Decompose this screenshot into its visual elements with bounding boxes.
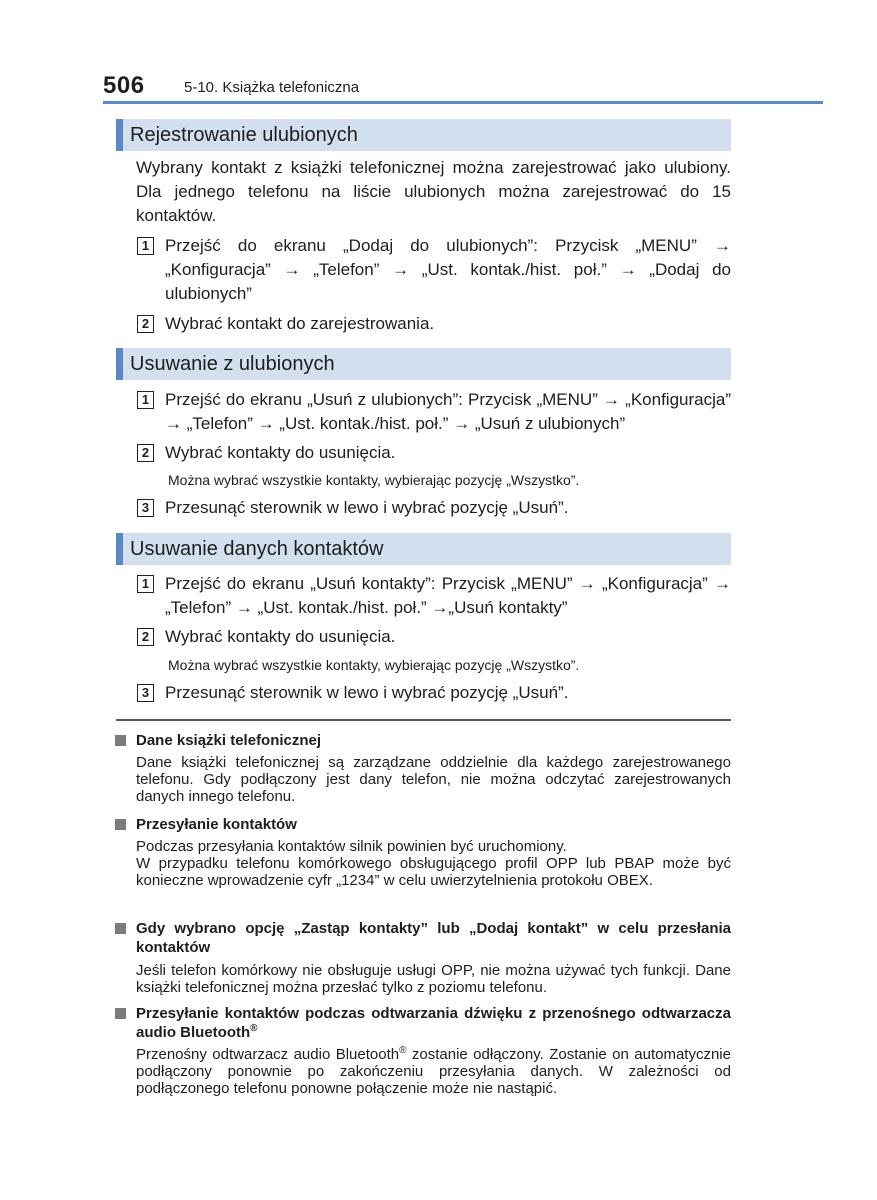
step-note: Można wybrać wszystkie kontakty, wybierając pozycję „Wszystko”.	[168, 657, 580, 673]
note-heading-text: Dane książki telefonicznej	[136, 732, 322, 749]
section-title-remove-favorites: Usuwanie z ulubionych	[116, 348, 731, 380]
step-number: 3	[137, 499, 154, 517]
step-number: 2	[137, 444, 154, 462]
note-body	[136, 1046, 731, 1097]
note-paragraph	[136, 1046, 731, 1097]
step-text: Przejść do ekranu „Usuń kontakty”: Przycisk „MENU” → „Konfiguracja” → „Telefon” → „Ust. kontak./hist. poł.” →„Usuń kontakty”	[165, 574, 731, 617]
step-number: 2	[137, 628, 154, 646]
note-paragraph: Podczas przesyłania kontaktów silnik powinien być uruchomiony.	[136, 838, 567, 855]
step-text: Przejść do ekranu „Dodaj do ulubionych”: Przycisk „MENU” → „Konfiguracja” → „Telefon” → „Ust. kontak./hist. poł.” → „Dodaj do ulubionych”	[165, 236, 731, 303]
note-paragraph: W przypadku telefonu komórkowego obsługującego profil OPP lub PBAP może być konieczne wprowadzenie cyfr „1234” w celu uwierzytelnienia protokołu OBEX.	[136, 855, 731, 889]
note-paragraph: Dane książki telefonicznej są zarządzane oddzielnie dla każdego zarejestrowanego telefonu. Gdy podłączony jest dany telefon, nie można odczytać zarejestrowanych danych innego telefonu.	[136, 754, 731, 805]
step-item	[137, 681, 731, 705]
step-item	[137, 496, 731, 520]
note-heading	[115, 1004, 731, 1042]
section-intro: Wybrany kontakt z książki telefonicznej można zarejestrować jako ulubiony. Dla jednego telefonu na liście ulubionych można zarejestrować do 15 kontaktów.	[136, 158, 731, 225]
step-text: Przesunąć sterownik w lewo i wybrać pozycję „Usuń”.	[165, 498, 569, 517]
square-bullet-icon	[115, 819, 126, 830]
square-bullet-icon	[115, 923, 126, 934]
section-title-register-favorites: Rejestrowanie ulubionych	[116, 119, 731, 151]
note-heading	[115, 731, 731, 750]
notes-divider	[116, 719, 731, 721]
note-heading-main: Przesyłanie kontaktów podczas odtwarzania dźwięku z przenośnego odtwarzacza audio Bluetooth	[136, 1005, 731, 1041]
registered-mark: ®	[250, 1023, 258, 1034]
page-number: 506	[103, 72, 145, 99]
note-body	[136, 838, 731, 889]
step-number: 2	[137, 315, 154, 333]
step-item	[137, 441, 731, 465]
note-heading-text: Gdy wybrano opcję „Zastąp kontakty” lub „Dodaj kontakt” w celu przesłania kontaktów	[136, 920, 731, 956]
step-item	[137, 625, 731, 649]
step-text: Wybrać kontakt do zarejestrowania.	[165, 314, 435, 333]
note-paragraph: Jeśli telefon komórkowy nie obsługuje usługi OPP, nie można używać tych funkcji. Dane książki telefonicznej można przesłać tylko z poziomu telefonu.	[136, 962, 731, 996]
step-text: Wybrać kontakty do usunięcia.	[165, 443, 396, 462]
step-number: 1	[137, 575, 154, 593]
note-heading-text: Przesyłanie kontaktów	[136, 816, 297, 833]
note-text-a: Przenośny odtwarzacz audio Bluetooth	[136, 1046, 400, 1063]
section-title-delete-contacts: Usuwanie danych kontaktów	[116, 533, 731, 565]
note-heading	[115, 815, 731, 834]
note-body	[136, 962, 731, 996]
square-bullet-icon	[115, 735, 126, 746]
step-text: Wybrać kontakty do usunięcia.	[165, 627, 396, 646]
header-rule	[103, 101, 823, 104]
step-item	[137, 388, 731, 436]
note-text-b: zostanie odłączony. Zostanie on automatycznie podłączony ponownie po zakończeniu przesyłania danych. W zależności od podłączonego telefonu ponowne połączenie może nie nastąpić.	[136, 1046, 731, 1097]
page-header	[0, 0, 877, 110]
note-heading	[115, 919, 731, 957]
note-body	[136, 754, 731, 805]
chapter-title: 5-10. Książka telefoniczna	[184, 79, 360, 96]
square-bullet-icon	[115, 1008, 126, 1019]
step-note: Można wybrać wszystkie kontakty, wybierając pozycję „Wszystko”.	[168, 472, 580, 488]
note-heading-text	[136, 1004, 731, 1042]
step-number: 1	[137, 237, 154, 255]
registered-mark: ®	[399, 1045, 407, 1056]
step-item	[137, 572, 731, 620]
step-item	[137, 234, 731, 306]
step-number: 1	[137, 391, 154, 409]
step-text: Przesunąć sterownik w lewo i wybrać pozycję „Usuń”.	[165, 683, 569, 702]
step-item	[137, 312, 731, 336]
step-text: Przejść do ekranu „Usuń z ulubionych”: Przycisk „MENU” → „Konfiguracja” → „Telefon” → „Ust. kontak./hist. poł.” → „Usuń z ulubionych”	[165, 390, 731, 433]
step-number: 3	[137, 684, 154, 702]
